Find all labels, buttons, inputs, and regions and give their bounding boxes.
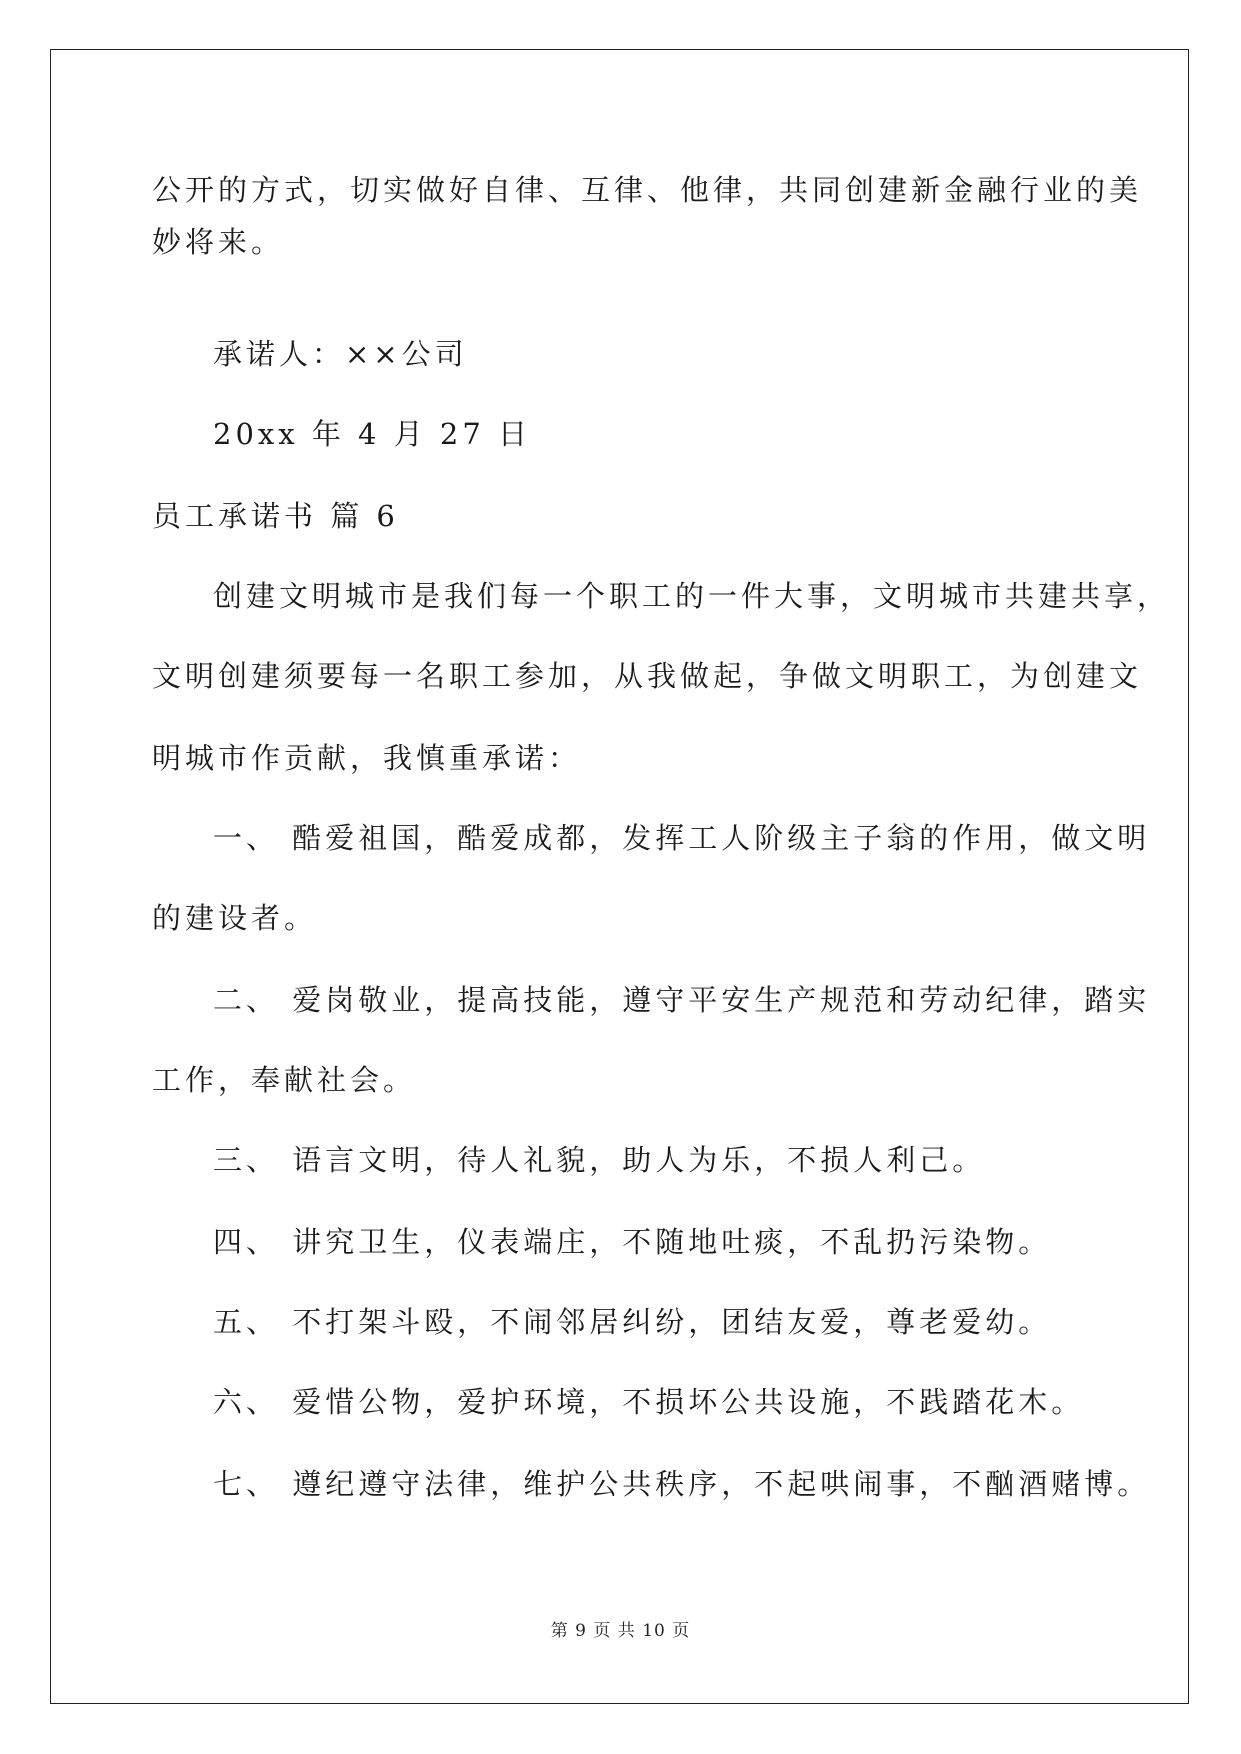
pledge-item-2-cont: 工作，奉献社会。 (152, 1063, 417, 1097)
pledge-item-3: 三、 语言文明，待人礼貌，助人为乐，不损人利己。 (213, 1143, 986, 1177)
pledge-item-1: 一、 酷爱祖国，酷爱成都，发挥工人阶级主子翁的作用，做文明 (213, 821, 1151, 855)
pledge-item-5: 五、 不打架斗殴，不闹邻居纠纷，团结友爱，尊老爱幼。 (213, 1305, 1052, 1339)
pledge-item-4: 四、 讲究卫生，仪表端庄，不随地吐痰，不乱扔污染物。 (213, 1225, 1052, 1259)
section-heading: 员工承诺书 篇 6 (152, 499, 399, 533)
date-line: 20xx 年 4 月 27 日 (213, 417, 532, 451)
body-line-6: 创建文明城市是我们每一个职工的一件大事，文明城市共建共享， (213, 579, 1171, 613)
pledge-item-7: 七、 遵纪遵守法律，维护公共秩序，不起哄闹事，不酗酒赌博。 (213, 1467, 1151, 1501)
signatory-line: 承诺人：××公司 (213, 337, 468, 371)
pledge-item-6: 六、 爱惜公物，爱护环境，不损坏公共设施，不践踏花木。 (213, 1385, 1085, 1419)
pledge-item-1-cont: 的建设者。 (152, 901, 318, 935)
page-number: 第 9 页 共 10 页 (550, 1621, 691, 1641)
body-line-2: 妙将来。 (152, 225, 285, 259)
page-border (50, 49, 1189, 1704)
body-line-7: 文明创建须要每一名职工参加，从我做起，争做文明职工，为创建文 (152, 659, 1143, 693)
body-line-8: 明城市作贡献，我慎重承诺： (152, 741, 582, 775)
body-line-1: 公开的方式，切实做好自律、互律、他律，共同创建新金融行业的美 (152, 173, 1143, 207)
pledge-item-2: 二、 爱岗敬业，提高技能，遵守平安生产规范和劳动纪律，踏实 (213, 983, 1151, 1017)
